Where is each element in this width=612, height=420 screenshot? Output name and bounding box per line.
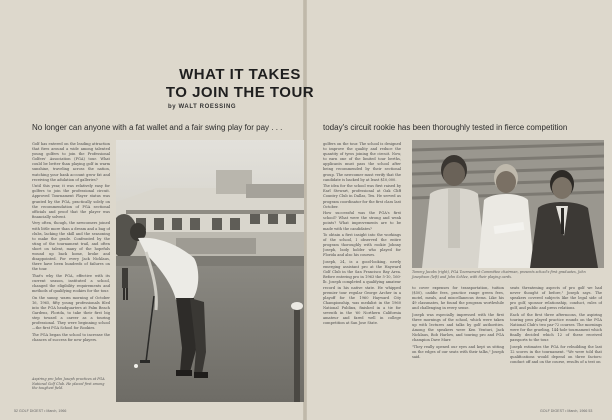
right-page-folio: GOLF DIGEST • March, 1966 53	[540, 409, 593, 413]
left-body-column	[32, 142, 110, 404]
right-body-column-1	[323, 142, 401, 400]
golfer-putting-illustration	[116, 140, 304, 402]
paragraph: Joseph estimates the PGA for rebuilding the last 12 scores in the tournament. "We were told that qualifications would depend on three factors: conduct off and on the course, results of a test on	[510, 345, 602, 365]
presentation-photo	[412, 140, 604, 268]
paragraph: "They really opened our eyes and kept us sitting on the edges of our seats with their talks," Joseph said.	[412, 345, 504, 360]
paragraph: The PGA began the school to increase the chances of success for new players.	[32, 332, 110, 342]
paragraph: Joseph was especially impressed with the first three mornings of the school, which were taken up with lectures and talks by golf authorities. Among the speakers were Ken Venturi, Jack Nicklaus, Bob Harlow, and touring pro and PGA champion Dave Marr.	[412, 312, 504, 343]
paragraph: Joseph, 24, is a good-looking, newly emerging assistant pro at the Hayward Golf Club in the San Francisco Bay Area. Before entering pro in 1963 the 5-10, 160-lb. Joseph completed a qualifying amateur record in his native state. He whipped premier tour regular George Archer in a playoff for the 1960 Hayward City Championship, was medalist in the 1960 National Publinx, finished in a tie for seventh in the '60 Northern California amateur and fared well in college competition at San Jose State.	[323, 260, 401, 326]
paragraph: That's why the PGA, effective with its current season, instituted a school, changed the eligibility requirements and methods of qualifying rookies for the tour.	[32, 273, 110, 294]
paragraph: On the sunny, warm morning of October 16, 1965, fifty young professionals filed into the PGA headquarters at Palm Beach Gardens, Florida, to take their first big step toward a career as a touring professional. They were beginning school—the first PGA School for Rookies.	[32, 295, 110, 331]
paragraph: How successful was the PGA's first school? What were the strong and weak points? What improvements are to be made with the candidates?	[323, 211, 401, 231]
headline-line-2: TO JOIN THE TOUR	[165, 84, 315, 101]
right-body-column-2	[412, 286, 504, 400]
paragraph: Very often, though, the newcomers joined with little more than a dream and a bag of clubs, lacking the skill and the seasoning to make the grade. Confronted by the sting of the tournament trail, and often short on talent, many of the hopefuls wound up back home, broke and disappointed. For every Jack Nicklaus, there have been hundreds of failures on the tour.	[32, 221, 110, 272]
right-photo-caption: Tommy Jacobs (right), PGA Tournament Committee chairman, presents school's first graduates, John Josephson (left) and John Schlee, with their playing cards.	[412, 270, 586, 279]
paragraph: golfers on the tour. The school is designed to improve the quality and reduce the quantity of tyros joining the circuit. Now, to earn one of the limited tour berths, applicants must pass the school after being recommended by their sectional group. The newcomer must verify that the candidate is backed by at least $10,000.	[323, 142, 401, 182]
paragraph: The idea for the school was first raised by Earl Stewart, professional at Oak Cliff Country Club in Dallas, Tex. He served as program coordinator for the first class last October.	[323, 184, 401, 209]
paragraph: to cover expenses for transportation, tuition ($50), caddie fees, practice range green fees, motel, meals, and miscellaneous items. Like his 49 classmates, he found the program worthwhile and challenging in every sense.	[412, 286, 504, 311]
left-page-folio: 52 GOLF DIGEST • March, 1966	[14, 409, 67, 413]
deck-left: No longer can anyone with a fat wallet and a fair swing play for pay . . .	[32, 123, 283, 132]
deck-right: today's circuit rookie has been thoroughly tested in fierce competition	[323, 123, 568, 132]
right-body-column-3	[510, 286, 602, 400]
paragraph: Golf has entered on the leading attraction that fires around a wide among talented young golfers to join the Professional Golfers' Association (PGA) tour. What could be better than playing golf in warm sunshine, traveling across the nation, watching your bank account grow fat and receiving the adulation of galleries?	[32, 142, 110, 182]
paragraph: Each of the first three afternoons, the aspiring touring pros played practice rounds on the PGA National Club's two par-72 courses. The mornings were for the grueling, 144-hole tournament which finally decided which 12 of these received passports to the tour.	[510, 312, 602, 343]
paragraph: To obtain a first insight into the workings of the school, I observed the entire program thoroughly with rookie Johnny Joseph, body holder who played for Florida and also his courses.	[323, 233, 401, 258]
headline-line-1: WHAT IT TAKES	[179, 66, 301, 83]
paragraph: seats threatening aspects of pro golf we had never thought of before," Joseph says. The speakers covered subjects like the legal side of pro golf, sponsor relationship, conduct, rules of golf, and public and press relations.	[510, 286, 602, 311]
golfer-putting-photo	[116, 140, 304, 402]
left-photo-caption: Aspiring pro John Joseph practices at PGA National Golf Club. He placed first among the toughest field.	[32, 377, 105, 391]
presentation-illustration	[412, 140, 604, 268]
byline: by WALT ROESSING	[168, 104, 237, 110]
paragraph: Until this year, it was relatively easy for golfers to join the professional circuit. Approved Tournament Player status was granted by the PGA, practically solely on the recommendation of PGA sectional officials and proof that the player was financially solvent.	[32, 184, 110, 219]
